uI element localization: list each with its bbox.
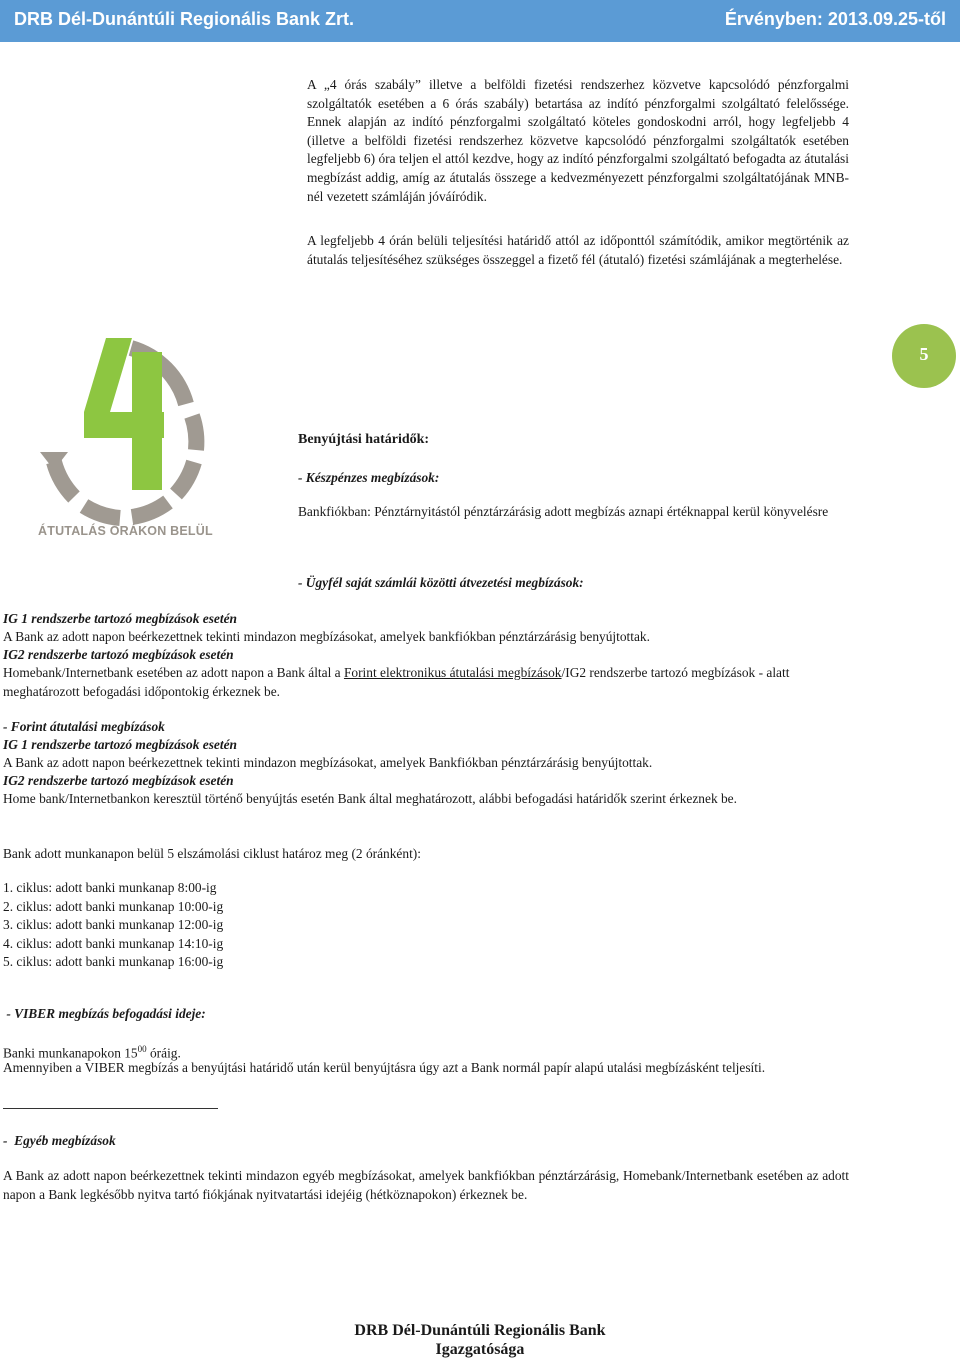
viber-text-a: Banki munkanapokon 15 [3, 1045, 138, 1061]
logo-arc-segment [54, 462, 74, 497]
intro-paragraph-2: A legfeljebb 4 órán belüli teljesítési határidő attól az időponttól számítódik, amikor megtörténik az átutalás teljesítéséhez szükséges összeggel a fizető fél (átutaló) fizetési számlájának a megterhelése. [307, 233, 849, 267]
cash-heading: - Készpénzes megbízások: [298, 470, 440, 485]
page-number: 5 [919, 344, 929, 364]
cycle-item: 5. ciklus: adott banki munkanap 16:00-ig [3, 954, 224, 970]
ig2-heading: IG2 rendszerbe tartozó megbízások esetén [3, 647, 234, 662]
logo-arc-segment [176, 462, 194, 494]
viber-text-2: Amennyiben a VIBER megbízás a benyújtási határidő után kerül benyújtásra úgy azt a Bank normál papír alapú utalási megbízásként teljesíti. [3, 1060, 766, 1075]
forint-ig2-heading: IG2 rendszerbe tartozó megbízások esetén [3, 773, 234, 788]
other-heading: - Egyéb megbízások [3, 1133, 116, 1148]
cash-text: Bankfiókban: Pénztárnyitástól pénztárzárásig adott megbízás aznapi értéknappal kerül könyvelésre [298, 504, 829, 519]
ig1-text: A Bank az adott napon beérkezettnek tekinti mindazon megbízásokat, amelyek bankfiókban pénztárzárásig benyújtottak. [3, 629, 650, 644]
logo-arc-segment [84, 506, 120, 518]
viber-time-sup: 00 [137, 1044, 147, 1054]
forint-ig2-text: Home bank/Internetbankon keresztül történő benyújtás esetén Bank által meghatározott, alábbi befogadási határidők szerint érkeznek be. [3, 791, 737, 806]
ig2-text-a: Homebank/Internetbank esetében az adott napon a Bank által a [3, 665, 344, 680]
divider-line [3, 1108, 218, 1109]
forint-ig1-text: A Bank az adott napon beérkezettnek tekinti mindazon megbízásokat, amelyek Bankfiókban pénztárzárásig benyújtottak. [3, 755, 653, 770]
intro-paragraph-1: A „4 órás szabály” illetve a belföldi fizetési rendszerhez közvetve kapcsolódó pénzforgalmi szolgáltatók esetében a 6 órás szabály) betartása az indító pénzforgalmi szolgáltató felelőssége. Ennek alapján az indító pénzforgalmi szolgáltató köteles gondoskodni arról, hogy legfeljebb 4 (illetve a belföldi fizetési rendszerhez közvetve kapcsolódó pénzforgalmi szolgáltatók esetében legfeljebb 6) óra teljen el attól kezdve, hogy az indító pénzforgalmi szolgáltató befogadta az átutalási megbízást addig, amíg az átutalás összege a kedvezményezett pénzforgalmi szolgáltatójának MNB-nél vezetett számláján jóváíródik. [307, 77, 849, 204]
page-header [0, 0, 960, 42]
ig1-heading: IG 1 rendszerbe tartozó megbízások esetén [3, 611, 237, 626]
other-text: A Bank az adott napon beérkezettnek tekinti mindazon egyéb megbízásokat, amelyek bankfiókban pénztárzárásig, Homebank/Internetbank esetében az adott napon a Bank legkésőbb nyitva tartó fiókjának nyitvatartási idejéig (hétköznapokon) érkeznek be. [3, 1168, 849, 1202]
logo-digit-four [84, 338, 164, 490]
cycles-intro: Bank adott munkanapon belül 5 elszámolási ciklust határoz meg (2 óránként): [3, 846, 421, 861]
ig2-text [3, 664, 823, 701]
footer-line-2: Igazgatósága [435, 1341, 525, 1358]
cycle-item: 2. ciklus: adott banki munkanap 10:00-ig [3, 898, 224, 914]
forint-ig1-heading: IG 1 rendszerbe tartozó megbízások esetén [3, 737, 237, 752]
cycle-item: 3. ciklus: adott banki munkanap 12:00-ig [3, 917, 224, 933]
header-bank-name: DRB Dél-Dunántúli Regionális Bank Zrt. [14, 9, 355, 29]
header-validity-date: Érvényben: 2013.09.25-től [724, 9, 946, 29]
cycle-list [3, 879, 223, 972]
footer-line-1: DRB Dél-Dunántúli Regionális Bank [354, 1322, 606, 1339]
logo-graphic [36, 334, 216, 544]
cycle-item: 1. ciklus: adott banki munkanap 8:00-ig [3, 880, 217, 895]
forint-electronic-transfers-link[interactable]: Forint elektronikus átutalási megbízások [343, 665, 562, 680]
logo-caption: ÁTUTALÁS ÓRÁKON BELÜL [38, 524, 213, 538]
page-number-badge [892, 324, 956, 388]
logo-arc-segment [132, 502, 168, 517]
ig2-text-b: /IG2 rendszerbe tartozó megbízások - alatt meghatározott befogadási időpontokig érkeznek be. [3, 665, 790, 699]
own-accounts-heading: - Ügyfél saját számlái közötti átvezetési megbízások: [298, 575, 584, 590]
cycle-item: 4. ciklus: adott banki munkanap 14:10-ig [3, 935, 224, 951]
transfer-4-hours-logo [36, 334, 216, 544]
viber-heading: - VIBER megbízás befogadási ideje: [3, 1006, 206, 1021]
section-title: Benyújtási határidők: [298, 432, 430, 447]
forint-heading: - Forint átutalási megbízások [3, 719, 165, 734]
viber-text-b: óráig. [146, 1045, 181, 1061]
logo-arc-segment [192, 416, 196, 450]
